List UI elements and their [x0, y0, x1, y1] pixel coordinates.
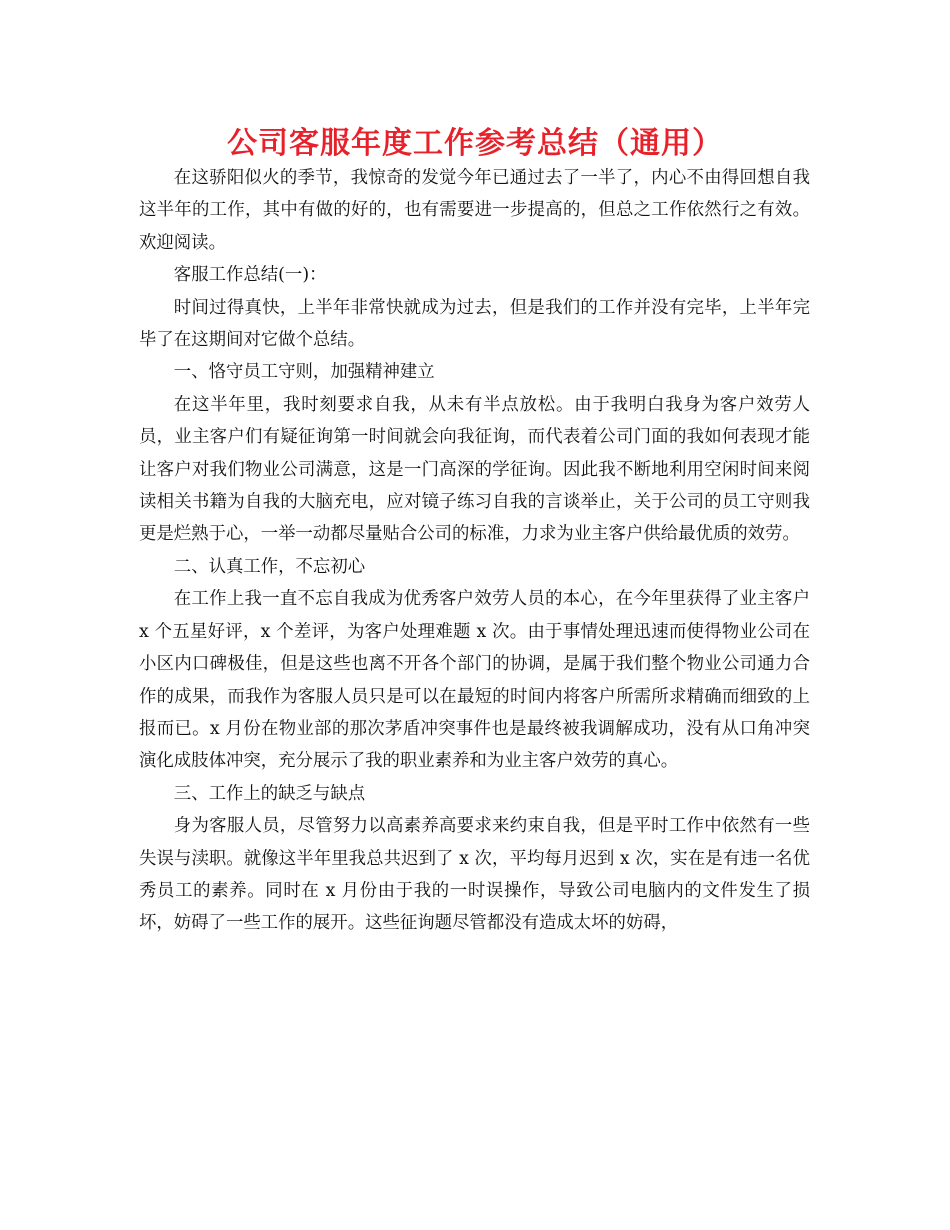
- paragraph-intro: 在这骄阳似火的季节，我惊奇的发觉今年已通过去了一半了，内心不由得回想自我这半年的工作，其中有做的好的，也有需要进一步提高的，但总之工作依然行之有效。欢迎阅读。: [139, 168, 810, 253]
- document-title: 公司客服年度工作参考总结（通用）: [227, 126, 723, 161]
- paragraph-section-2: 在工作上我一直不忘自我成为优秀客户效劳人员的本心，在今年里获得了业主客户 x 个五星好评，x 个差评，为客户处理难题 x 次。由于事情处理迅速而使得物业公司在小区内口碑极佳，但是这些也离不开各个部门的协调，是属于我们整个物业公司通力合作的成果，而我作为客服人员只是可以在最短的时间内将客户所需所求精确而细致的上报而已。x 月份在物业部的那次茅盾冲突事件也是最终被我调解成功，没有从口角冲突演化成肢体冲突，充分展示了我的职业素养和为业主客户效劳的真心。: [139, 589, 810, 772]
- heading-section-1: 一、恪守员工守则，加强精神建立: [173, 362, 435, 383]
- document-body: [139, 162, 810, 940]
- heading-section-2: 二、认真工作，不忘初心: [173, 556, 366, 577]
- heading-section-3: 三、工作上的缺乏与缺点: [173, 783, 366, 804]
- paragraph-section-label: 客服工作总结(一)：: [173, 265, 327, 286]
- paragraph-section-1: 在这半年里，我时刻要求自我，从未有半点放松。由于我明白我身为客户效劳人员，业主客户们有疑征询第一时间就会向我征询，而代表着公司门面的我如何表现才能让客户对我们物业公司满意，这是一门高深的学征询。因此我不断地利用空闲时间来阅读相关书籍为自我的大脑充电，应对镜子练习自我的言谈举止，关于公司的员工守则我更是烂熟于心，一举一动都尽量贴合公司的标准，力求为业主客户供给最优质的效劳。: [139, 394, 810, 545]
- paragraph-opening: 时间过得真快，上半年非常快就成为过去，但是我们的工作并没有完毕，上半年完毕了在这期间对它做个总结。: [139, 297, 810, 351]
- paragraph-section-3: 身为客服人员，尽管努力以高素养高要求来约束自我，但是平时工作中依然有一些失误与渎职。就像这半年里我总共迟到了 x 次，平均每月迟到 x 次，实在是有违一名优秀员工的素养。同时在 x 月份由于我的一时误操作，导致公司电脑内的文件发生了损坏，妨碍了一些工作的展开。这些征询题尽管都没有造成太坏的妨碍，: [139, 816, 810, 934]
